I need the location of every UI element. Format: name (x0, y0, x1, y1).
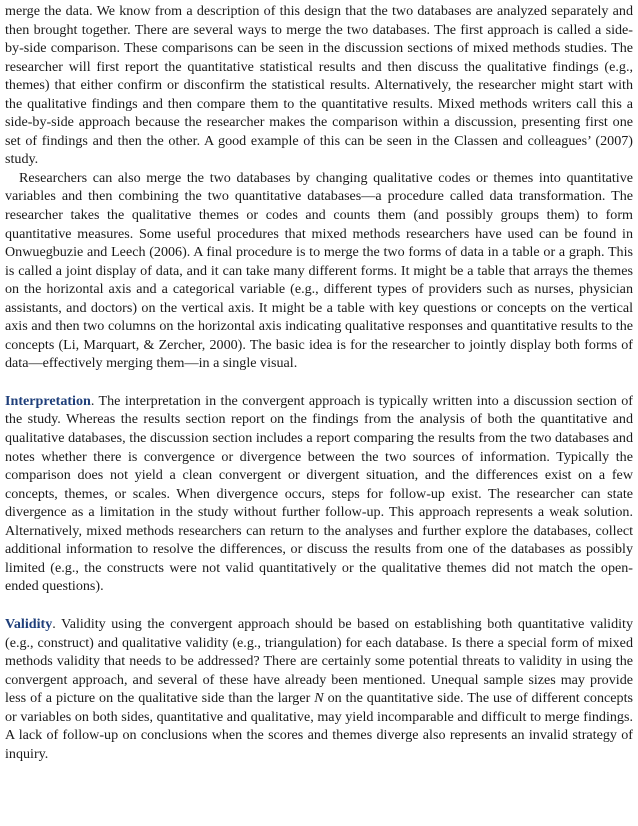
interpretation-heading: Interpretation (5, 392, 91, 409)
section-spacer (5, 596, 633, 615)
validity-text-part-1: . Validity using the convergent approach should be based on establishing both quantitative validity (e.g., construct) and qualitative validity (e.g., triangulation) for each database. Is there a special form of mixed methods validity that needs to be addressed? There are certainly some potential threats to validity in using the convergent approach, and several of these have already been mentioned. Unequal sample sizes may provide less of a picture on the qualitative side than the larger (5, 615, 633, 707)
paragraph-data-transformation: Researchers can also merge the two databases by changing qualitative codes or themes into quantitative variables and then combining the two quantitative databases—a procedure called data transformation. The researcher takes the qualitative themes or codes and counts them (and possibly groups them) to form quantitative measures. Some useful procedures that mixed methods researchers have used can be found in Onwuegbuzie and Leech (2006). A final procedure is to merge the two forms of data in a table or a graph. This is called a joint display of data, and it can take many different forms. It might be a table that arrays the themes on the horizontal axis and a categorical variable (e.g., different types of providers such as nurses, physician assistants, and doctors) on the vertical axis. It might be a table with key questions or concepts on the vertical axis and then two columns on the horizontal axis indicating qualitative responses and quantitative results to the concepts (Li, Marquart, & Zercher, 2000). The basic idea is for the researcher to jointly display both forms of data—effectively merging them—in a single visual. (5, 169, 633, 372)
paragraph-interpretation (5, 392, 633, 596)
interpretation-text: . The interpretation in the convergent approach is typically written into a discussion section of the study. Whereas the results section report on the findings from the analysis of both the quantitative and qualitative databases, the discussion section includes a report comparing the results from the two databases and notes whether there is convergence or divergence between the two sources of information. Typically the comparison does not yield a clean convergent or divergent situation, and the differences exist on a few concepts, themes, or scales. When divergence occurs, steps for follow-up exist. The researcher can state divergence as a limitation in the study without further follow-up. This approach represents a weak solution. Alternatively, mixed methods researchers can return to the analyses and further explore the databases, collect additional information to resolve the differences, or discuss the results from one of the databases as possibly limited (e.g., the constructs were not valid quantitatively or the qualitative themes did not match the open-ended questions). (5, 392, 633, 595)
paragraph-validity (5, 615, 633, 763)
validity-heading: Validity (5, 615, 53, 632)
sample-size-symbol: N (314, 690, 324, 707)
section-spacer (5, 373, 633, 392)
document-page (5, 2, 633, 763)
validity-text-part-2: on the quantitative side. The use of different concepts or variables on both sides, quantitative and qualitative, may yield incomparable and difficult to merge findings. A lack of follow-up on conclusions when the scores and themes diverge also represents an invalid strategy of inquiry. (5, 690, 633, 762)
paragraph-merging-approaches: merge the data. We know from a description of this design that the two databases are analyzed separately and then brought together. There are several ways to merge the two databases. The first approach is called a side-by-side comparison. These comparisons can be seen in the discussion sections of mixed methods studies. The researcher will first report the quantitative statistical results and then discuss the qualitative findings (e.g., themes) that either confirm or disconfirm the statistical results. Alternatively, the researcher might start with the qualitative findings and then compare them to the quantitative results. Mixed methods writers call this a side-by-side approach because the researcher makes the comparison within a discussion, presenting first one set of findings and then the other. A good example of this can be seen in the Classen and colleagues’ (2007) study. (5, 3, 633, 168)
